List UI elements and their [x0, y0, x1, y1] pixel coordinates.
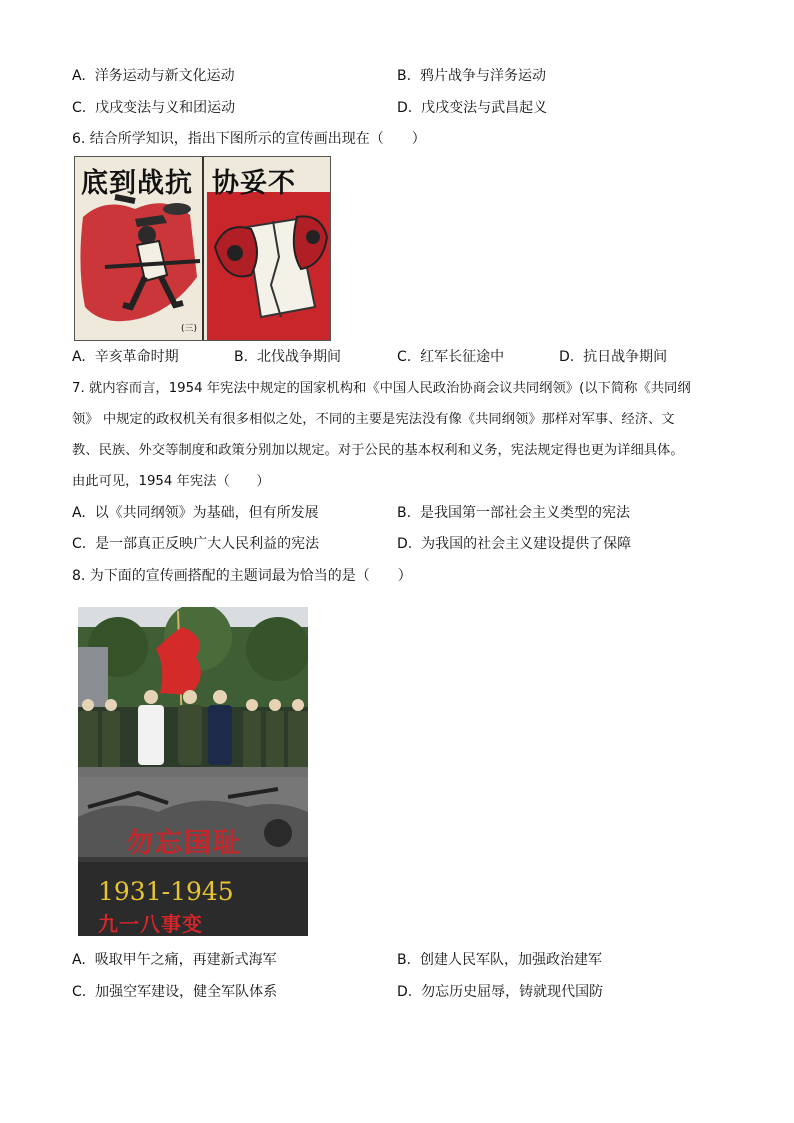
poster-right-title: 协妥不 — [212, 168, 296, 199]
q8-poster-image — [78, 607, 308, 936]
option-text: 戊戌变法与武昌起义 — [421, 100, 548, 116]
q8-stem: 8. 为下面的宣传画搭配的主题词最为恰当的是（ ） — [72, 568, 412, 584]
option-text: 创建人民军队，加强政治建军 — [419, 952, 602, 968]
q6-option-a — [72, 347, 179, 367]
option-text: 红军长征途中 — [420, 349, 505, 365]
poster-left-title: 底到战抗 — [81, 168, 193, 199]
q7-line: 领》 中规定的政权机关有很多相似之处，不同的主要是宪法没有像《共同纲领》那样对军事、经济、文 — [72, 412, 675, 427]
option-text: 勿忘历史屈辱，铸就现代国防 — [421, 984, 604, 1000]
option-text: 吸取甲午之痛，再建新式海军 — [94, 952, 277, 968]
q7-line: 由此可见，1954 年宪法（ ） — [72, 474, 270, 489]
q7-line: 教、民族、外交等制度和政策分别加以规定。对于公民的基本权利和义务，宪法规定得也更为详细具体。 — [72, 443, 684, 458]
poster-years: 1931-1945 — [98, 877, 234, 906]
option-letter: B. — [234, 349, 249, 365]
option-letter: C. — [72, 100, 87, 116]
option-letter: D. — [397, 100, 413, 116]
q6-option-d — [559, 347, 667, 367]
option-text: 鸦片战争与洋务运动 — [419, 68, 546, 84]
option-letter: D. — [397, 536, 413, 552]
q7-option-a — [72, 503, 319, 523]
q6-poster-image — [74, 156, 331, 341]
q5-option-b — [397, 66, 546, 86]
option-text: 为我国的社会主义建设提供了保障 — [421, 536, 632, 552]
poster-panel-mark: (三) — [181, 324, 198, 334]
option-letter: D. — [559, 349, 575, 365]
q7-line: 7. 就内容而言，1954 年宪法中规定的国家机构和《中国人民政治协商会议共同纲领》(以下简称《共同纲 — [72, 381, 691, 396]
option-text: 是一部真正反映广大人民利益的宪法 — [95, 536, 320, 552]
poster-headline: 勿忘国耻 — [126, 828, 242, 859]
option-letter: C. — [72, 984, 87, 1000]
q5-option-d — [397, 98, 547, 118]
option-letter: B. — [397, 952, 412, 968]
option-text: 抗日战争期间 — [583, 349, 668, 365]
option-text: 加强空军建设，健全军队体系 — [95, 984, 278, 1000]
q6-option-b — [234, 347, 341, 367]
panel-divider — [202, 157, 204, 340]
option-text: 北伐战争期间 — [256, 349, 341, 365]
q8-option-b — [397, 950, 602, 970]
option-letter: A. — [72, 349, 86, 365]
option-letter: A. — [72, 505, 86, 521]
q7-option-d — [397, 534, 631, 554]
option-letter: C. — [397, 349, 412, 365]
option-letter: A. — [72, 68, 86, 84]
q7-stem — [72, 373, 722, 497]
q5-option-a — [72, 66, 235, 86]
option-letter: D. — [397, 984, 413, 1000]
q8-option-c — [72, 982, 277, 1002]
option-letter: C. — [72, 536, 87, 552]
option-text: 戊戌变法与义和团运动 — [95, 100, 236, 116]
q5-option-c — [72, 98, 235, 118]
option-letter: A. — [72, 952, 86, 968]
option-text: 洋务运动与新文化运动 — [94, 68, 235, 84]
option-letter: B. — [397, 505, 412, 521]
q7-option-c — [72, 534, 319, 554]
q6-option-c — [397, 347, 504, 367]
q6-stem: 6. 结合所学知识，指出下图所示的宣传画出现在（ ） — [72, 131, 426, 147]
option-text: 是我国第一部社会主义类型的宪法 — [419, 505, 630, 521]
option-letter: B. — [397, 68, 412, 84]
poster-event: 九一八事变 — [98, 912, 203, 936]
q8-option-d — [397, 982, 603, 1002]
q8-option-a — [72, 950, 277, 970]
option-text: 以《共同纲领》为基础，但有所发展 — [94, 505, 319, 521]
option-text: 辛亥革命时期 — [94, 349, 179, 365]
q7-option-b — [397, 503, 630, 523]
